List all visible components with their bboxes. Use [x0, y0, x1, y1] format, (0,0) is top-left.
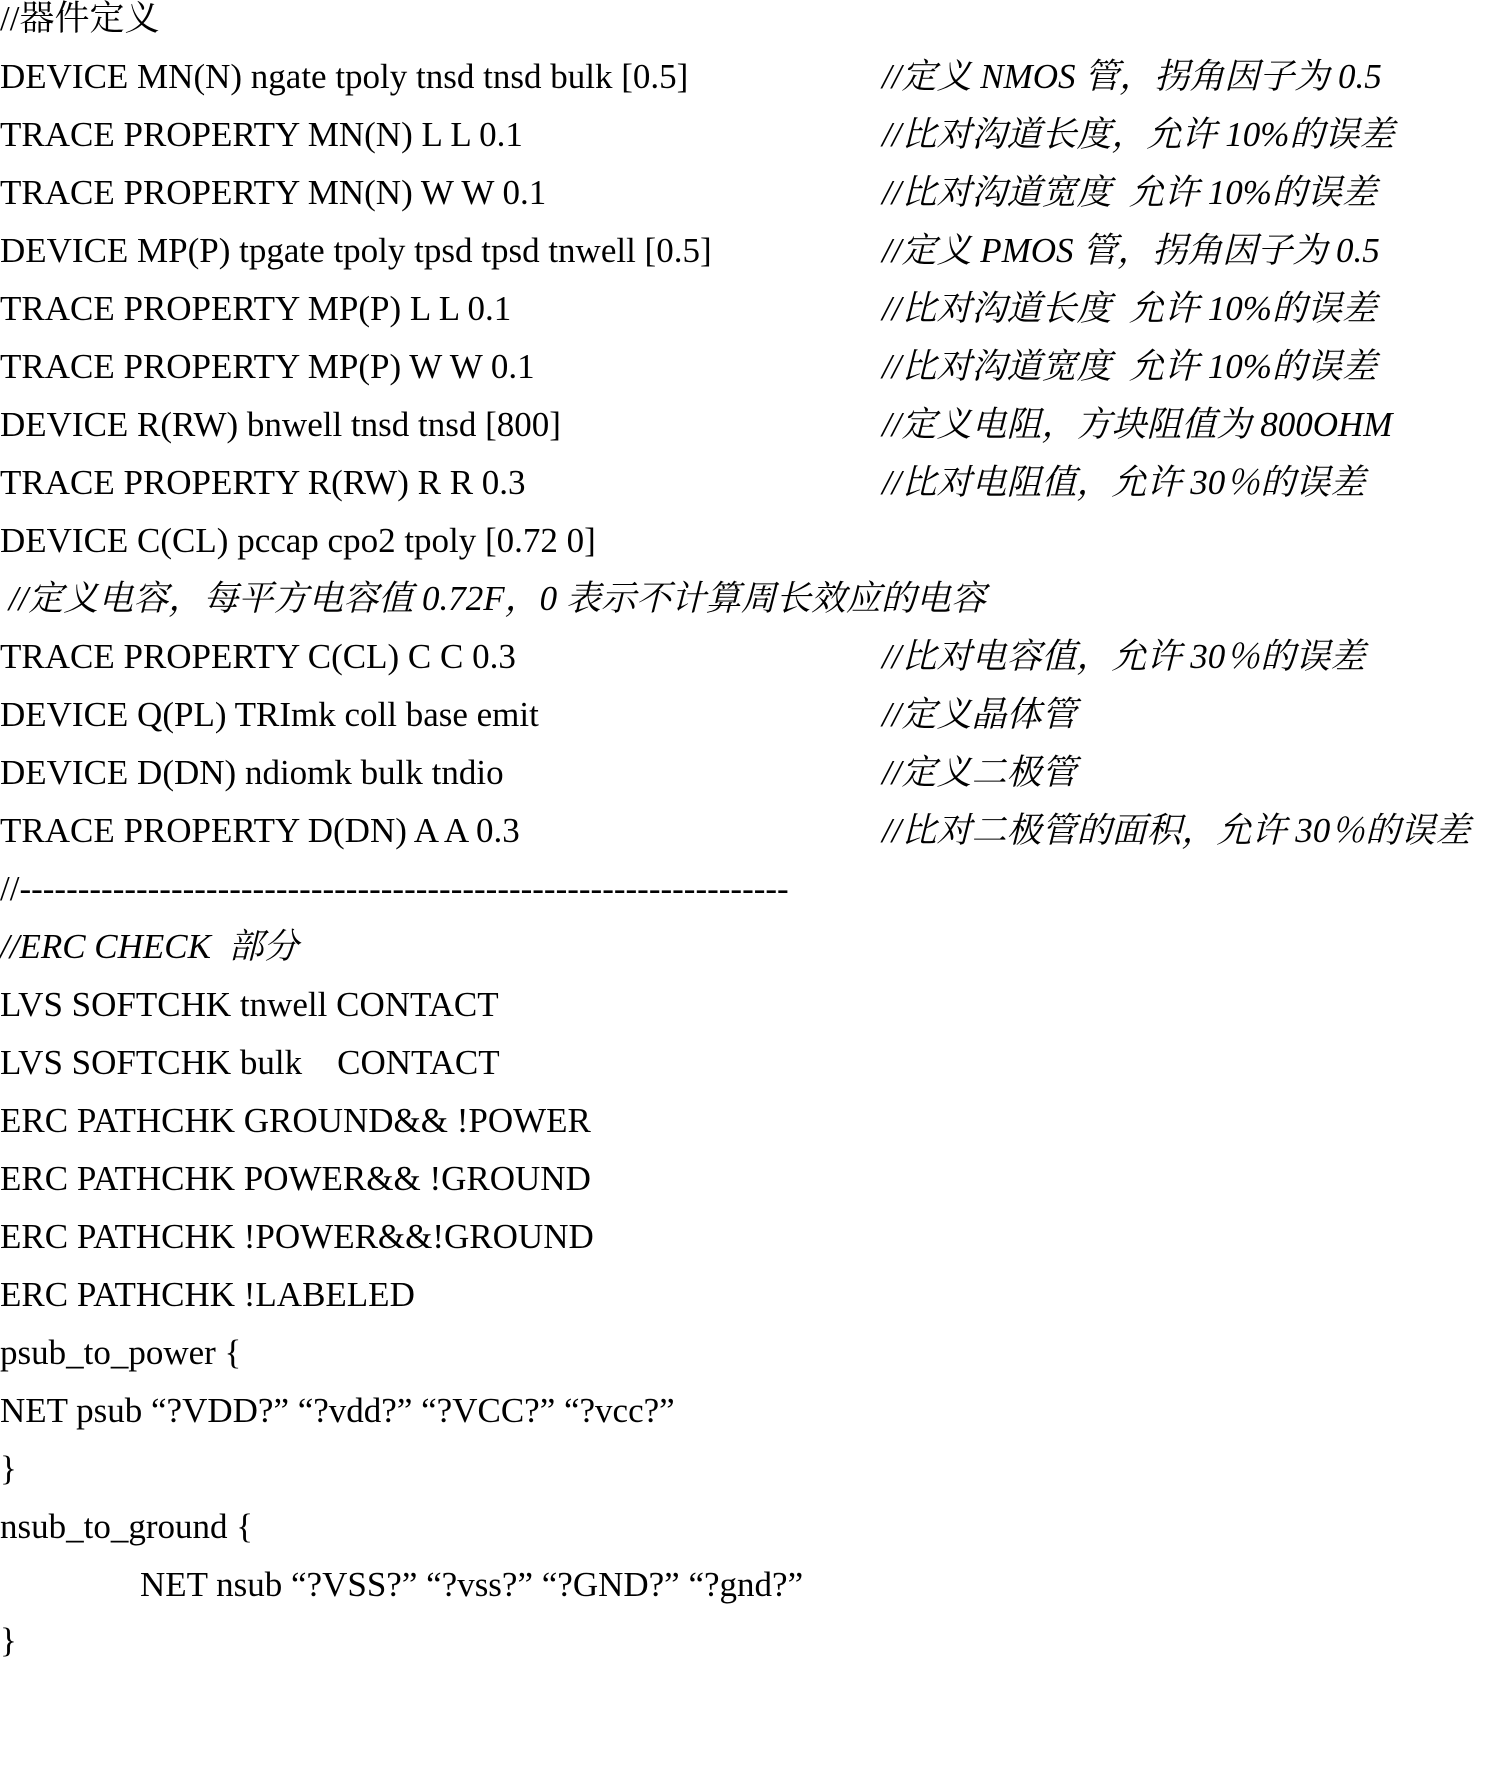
line-code: DEVICE D(DN) ndiomk bulk tndio [0, 753, 504, 792]
line-21 [0, 1150, 591, 1208]
line-29 [0, 1612, 35, 1670]
line-code: DEVICE MP(P) tpgate tpoly tpsd tpsd tnwell [0.5] [0, 231, 712, 270]
line-code: DEVICE C(CL) pccap cpo2 tpoly [0.72 0] [0, 521, 596, 560]
line-26 [0, 1440, 35, 1498]
line-code: DEVICE R(RW) bnwell tnsd tnsd [800] [0, 405, 561, 444]
line-code: ERC PATHCHK GROUND&& !POWER [0, 1101, 591, 1140]
line-01 [0, 0, 160, 48]
line-comment: //定义电阻，方块阻值为 800OHM [882, 405, 1393, 444]
line-06 [0, 280, 1377, 338]
line-code: nsub_to_ground { [0, 1507, 254, 1546]
line-comment: //比对电阻值，允许 30％的误差 [882, 463, 1366, 502]
line-code: TRACE PROPERTY MP(P) W W 0.1 [0, 347, 535, 386]
line-code: //器件定义 [0, 0, 160, 38]
line-code: DEVICE MN(N) ngate tpoly tnsd tnsd bulk [0.5] [0, 57, 689, 96]
line-code: NET psub “?VDD?” “?vdd?” “?VCC?” “?vcc?” [0, 1391, 675, 1430]
line-11 [0, 570, 986, 628]
line-code: } [0, 1449, 17, 1488]
line-15 [0, 802, 1471, 860]
line-comment: //定义晶体管 [882, 695, 1077, 734]
line-comment: //比对沟道长度，允许 10%的误差 [882, 115, 1395, 154]
section-heading: //ERC CHECK 部分 [0, 927, 299, 966]
line-25 [0, 1382, 675, 1440]
line-comment: //比对沟道宽度 允许 10%的误差 [882, 173, 1377, 212]
line-code: } [0, 1621, 17, 1660]
line-code: ERC PATHCHK !LABELED [0, 1275, 415, 1314]
line-22 [0, 1208, 594, 1266]
line-27 [0, 1498, 254, 1556]
line-comment: //比对二极管的面积，允许 30％的误差 [882, 811, 1471, 850]
line-05 [0, 222, 1380, 280]
line-code: TRACE PROPERTY C(CL) C C 0.3 [0, 637, 516, 676]
line-18 [0, 976, 499, 1034]
line-comment: //定义 NMOS 管，拐角因子为 0.5 [882, 57, 1382, 96]
line-02 [0, 48, 1382, 106]
line-14 [0, 744, 1077, 802]
line-code: //定义电容，每平方电容值 0.72F，0 表示不计算周长效应的电容 [0, 579, 986, 618]
line-comment: //定义二极管 [882, 753, 1077, 792]
line-comment: //定义 PMOS 管，拐角因子为 0.5 [882, 231, 1380, 270]
line-16 [0, 860, 789, 918]
line-03 [0, 106, 1395, 164]
line-code: DEVICE Q(PL) TRImk coll base emit [0, 695, 539, 734]
line-10 [0, 512, 596, 570]
line-code: TRACE PROPERTY MP(P) L L 0.1 [0, 289, 512, 328]
line-code: TRACE PROPERTY MN(N) L L 0.1 [0, 115, 523, 154]
line-code: TRACE PROPERTY R(RW) R R 0.3 [0, 463, 526, 502]
separator-line: //------------------------------------------------------------------ [0, 869, 789, 908]
line-comment: //比对电容值，允许 30％的误差 [882, 637, 1366, 676]
line-24 [0, 1324, 242, 1382]
line-09 [0, 454, 1366, 512]
line-13 [0, 686, 1077, 744]
line-12 [0, 628, 1366, 686]
line-code: NET nsub “?VSS?” “?vss?” “?GND?” “?gnd?” [0, 1565, 804, 1604]
line-code: ERC PATHCHK !POWER&&!GROUND [0, 1217, 594, 1256]
line-07 [0, 338, 1377, 396]
line-code: LVS SOFTCHK bulk CONTACT [0, 1043, 500, 1082]
line-28 [0, 1556, 804, 1614]
line-code: TRACE PROPERTY D(DN) A A 0.3 [0, 811, 520, 850]
line-comment: //比对沟道长度 允许 10%的误差 [882, 289, 1377, 328]
line-19 [0, 1034, 500, 1092]
line-20 [0, 1092, 591, 1150]
line-code: TRACE PROPERTY MN(N) W W 0.1 [0, 173, 547, 212]
line-08 [0, 396, 1393, 454]
line-23 [0, 1266, 415, 1324]
line-code: ERC PATHCHK POWER&& !GROUND [0, 1159, 591, 1198]
line-comment: //比对沟道宽度 允许 10%的误差 [882, 347, 1377, 386]
line-04 [0, 164, 1377, 222]
line-code: psub_to_power { [0, 1333, 242, 1372]
line-code: LVS SOFTCHK tnwell CONTACT [0, 985, 499, 1024]
line-17 [0, 918, 299, 976]
